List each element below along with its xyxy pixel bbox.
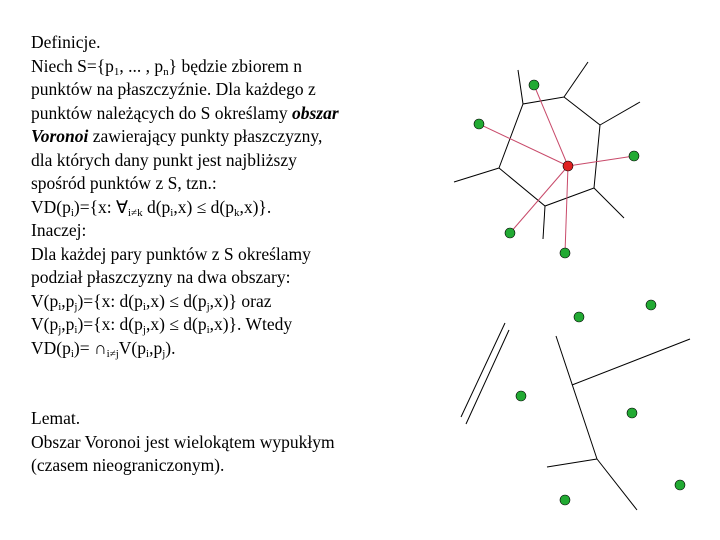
lemma-heading: Lemat. bbox=[31, 408, 81, 428]
formula-vji: $V(p_j,p_i)=\{x$: $d(p_j,x) \le d(p_i,x)$}. Wtedy bbox=[31, 314, 293, 336]
sites-bottom bbox=[516, 300, 685, 505]
voronoi-edge bbox=[543, 206, 545, 239]
voronoi-edge bbox=[600, 102, 640, 125]
connector-line bbox=[565, 166, 568, 253]
voronoi-edge bbox=[597, 459, 637, 510]
definition-line-5: Voronoi zawierający punkty płaszczyzny, bbox=[31, 126, 323, 146]
site-point bbox=[529, 80, 539, 90]
site-connectors bbox=[479, 85, 634, 253]
definition-line-3: punktów na płaszczyźnie. Dla każdego z bbox=[31, 79, 316, 99]
voronoi-edge bbox=[594, 188, 624, 218]
connector-line bbox=[510, 166, 568, 233]
center-site-point bbox=[563, 161, 573, 171]
site-point bbox=[560, 248, 570, 258]
definition-line-9: Inaczej: bbox=[31, 220, 87, 240]
lemma-line-1: Obszar Voronoi jest wielokątem wypukłym bbox=[31, 431, 335, 452]
definition-line-10: Dla każdej pary punktów z S określamy bbox=[31, 243, 311, 264]
voronoi-cell-diagram bbox=[454, 62, 640, 239]
site-point bbox=[629, 151, 639, 161]
site-point bbox=[560, 495, 570, 505]
voronoi-edge bbox=[518, 70, 523, 104]
lemma-line-2: (czasem nieograniczonym). bbox=[31, 455, 225, 475]
site-point bbox=[505, 228, 515, 238]
formula-vij: $V(p_i,p_j)=\{x$: $d(p_i,x) \le d(p_j,x)$} oraz bbox=[31, 290, 272, 313]
voronoi-edge bbox=[572, 339, 690, 385]
site-point bbox=[675, 480, 685, 490]
definition-heading: Definicje. bbox=[31, 32, 101, 52]
connector-line bbox=[479, 124, 568, 166]
voronoi-edge bbox=[564, 62, 588, 97]
site-point bbox=[646, 300, 656, 310]
definition-line-2: Niech $S=\{p_1$, ... , $p_n$} będzie zbiorem n bbox=[31, 55, 302, 78]
voronoi-cell bbox=[499, 97, 600, 206]
voronoi-edge bbox=[461, 323, 505, 417]
definition-line-6: dla których dany punkt jest najbliższy bbox=[31, 149, 297, 170]
definition-line-7: spośród punktów z S, tzn.: bbox=[31, 173, 217, 193]
formula-intersection: $VD(p_i)=$ $\cap_{i\ne j}V(p_i,p_j)$. bbox=[31, 337, 176, 360]
site-point bbox=[516, 391, 526, 401]
voronoi-edge bbox=[556, 336, 597, 459]
voronoi-edge bbox=[547, 459, 597, 467]
definition-line-11: podział płaszczyzny na dwa obszary: bbox=[31, 267, 291, 287]
sites-top bbox=[474, 80, 639, 258]
voronoi-edge bbox=[454, 168, 499, 182]
site-point bbox=[627, 408, 637, 418]
definition-line-4: punktów należących do S określamy obszar bbox=[31, 102, 339, 123]
site-point bbox=[574, 312, 584, 322]
connector-line bbox=[568, 156, 634, 166]
voronoi-edge bbox=[466, 330, 509, 424]
unbounded-diagram bbox=[461, 323, 690, 510]
term-voronoi: Voronoi bbox=[31, 126, 89, 146]
formula-vd: $VD(p_i)=\{x$: $\forall_{i\ne k}$ $d(p_i,x) \le d(p_k,x)$}. bbox=[31, 196, 272, 219]
term-obszar: obszar bbox=[291, 102, 339, 123]
site-point bbox=[474, 119, 484, 129]
